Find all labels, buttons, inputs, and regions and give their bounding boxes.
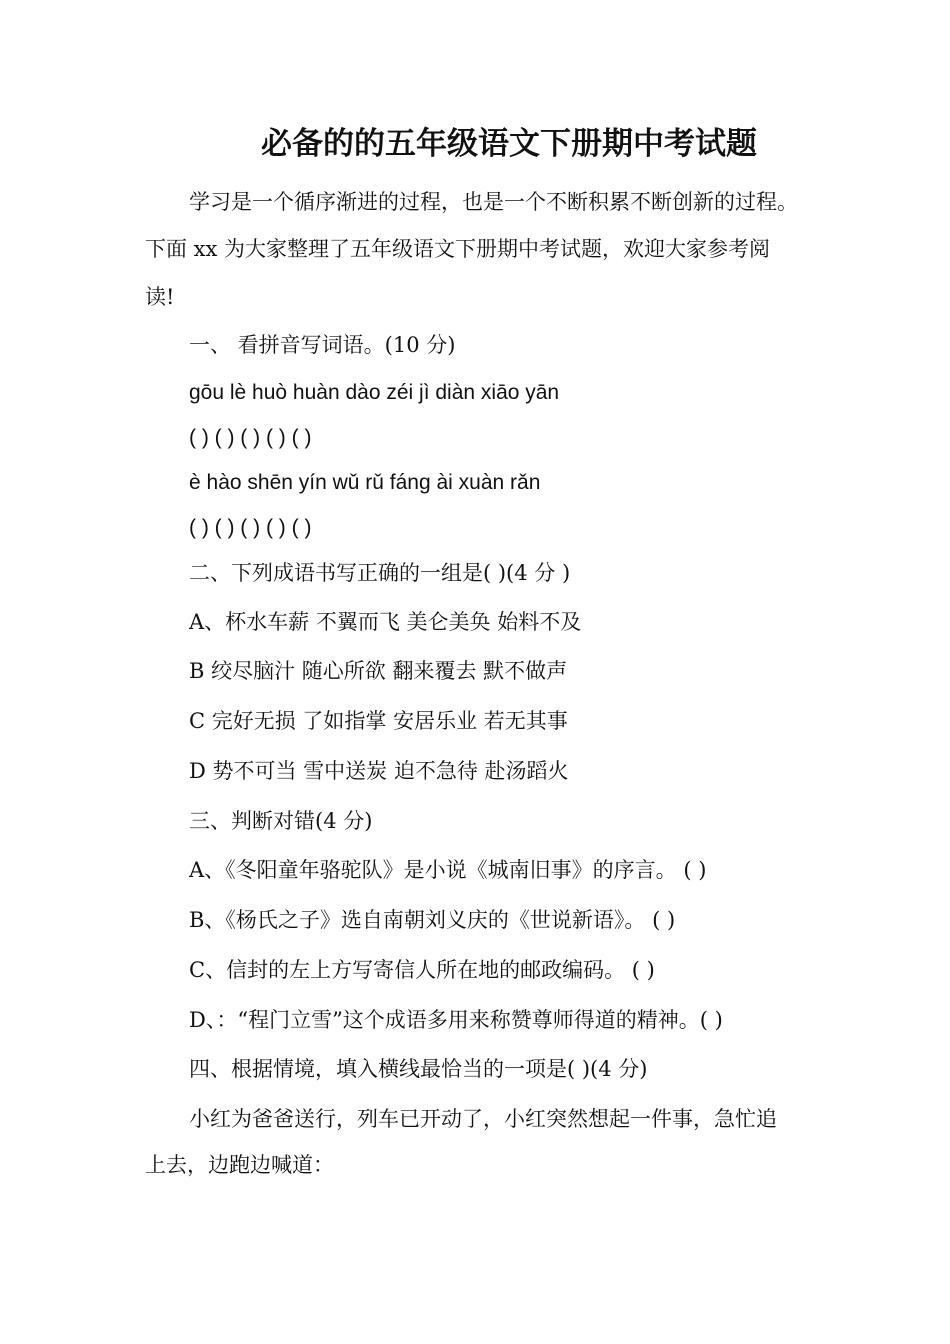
section3-heading: 三、判断对错(4 分) bbox=[189, 809, 373, 833]
section3-item: B、《杨氏之子》选自南朝刘义庆的《世说新语》。 ( ) bbox=[189, 908, 676, 932]
section2-option: A、杯水车薪 不翼而飞 美仑美奂 始料不及 bbox=[189, 610, 582, 634]
blanks-line-2: ( ) ( ) ( ) ( ) ( ) bbox=[189, 516, 312, 539]
section3-item: D、：“程门立雪”这个成语多用来称赞尊师得道的精神。( ) bbox=[189, 1008, 723, 1032]
section4-line-2: 上去，边跑边喊道： bbox=[145, 1153, 334, 1177]
section2-heading: 二、下列成语书写正确的一组是( )(4 分 ) bbox=[189, 561, 571, 585]
section3-item: A、《冬阳童年骆驼队》是小说《城南旧事》的序言。 ( ) bbox=[189, 858, 707, 882]
pinyin-line-2: è hào shēn yín wǔ rǔ fáng ài xuàn rǎn bbox=[189, 471, 541, 494]
intro-line-2: 下面 xx 为大家整理了五年级语文下册期中考试题，欢迎大家参考阅 bbox=[145, 237, 771, 261]
section2-option: C 完好无损 了如指掌 安居乐业 若无其事 bbox=[189, 709, 568, 733]
section4-heading: 四、根据情境，填入横线最恰当的一项是( )(4 分) bbox=[189, 1057, 648, 1081]
pinyin-line-1: gōu lè huò huàn dào zéi jì diàn xiāo yān bbox=[189, 381, 560, 404]
section2-option: D 势不可当 雪中送炭 迫不急待 赴汤蹈火 bbox=[189, 759, 569, 783]
section1-heading: 一、 看拼音写词语。(10 分) bbox=[189, 333, 456, 357]
blanks-line-1: ( ) ( ) ( ) ( ) ( ) bbox=[189, 426, 312, 449]
document-title: 必备的的五年级语文下册期中考试题 bbox=[261, 126, 757, 162]
section3-item: C、信封的左上方写寄信人所在地的邮政编码。 ( ) bbox=[189, 958, 655, 982]
section4-line-1: 小红为爸爸送行，列车已开动了，小红突然想起一件事，急忙追 bbox=[189, 1107, 777, 1131]
intro-line-1: 学习是一个循序渐进的过程，也是一个不断积累不断创新的过程。 bbox=[189, 190, 798, 214]
intro-line-3: 读! bbox=[145, 285, 175, 309]
section2-option: B 绞尽脑汁 随心所欲 翻来覆去 默不做声 bbox=[189, 659, 568, 683]
